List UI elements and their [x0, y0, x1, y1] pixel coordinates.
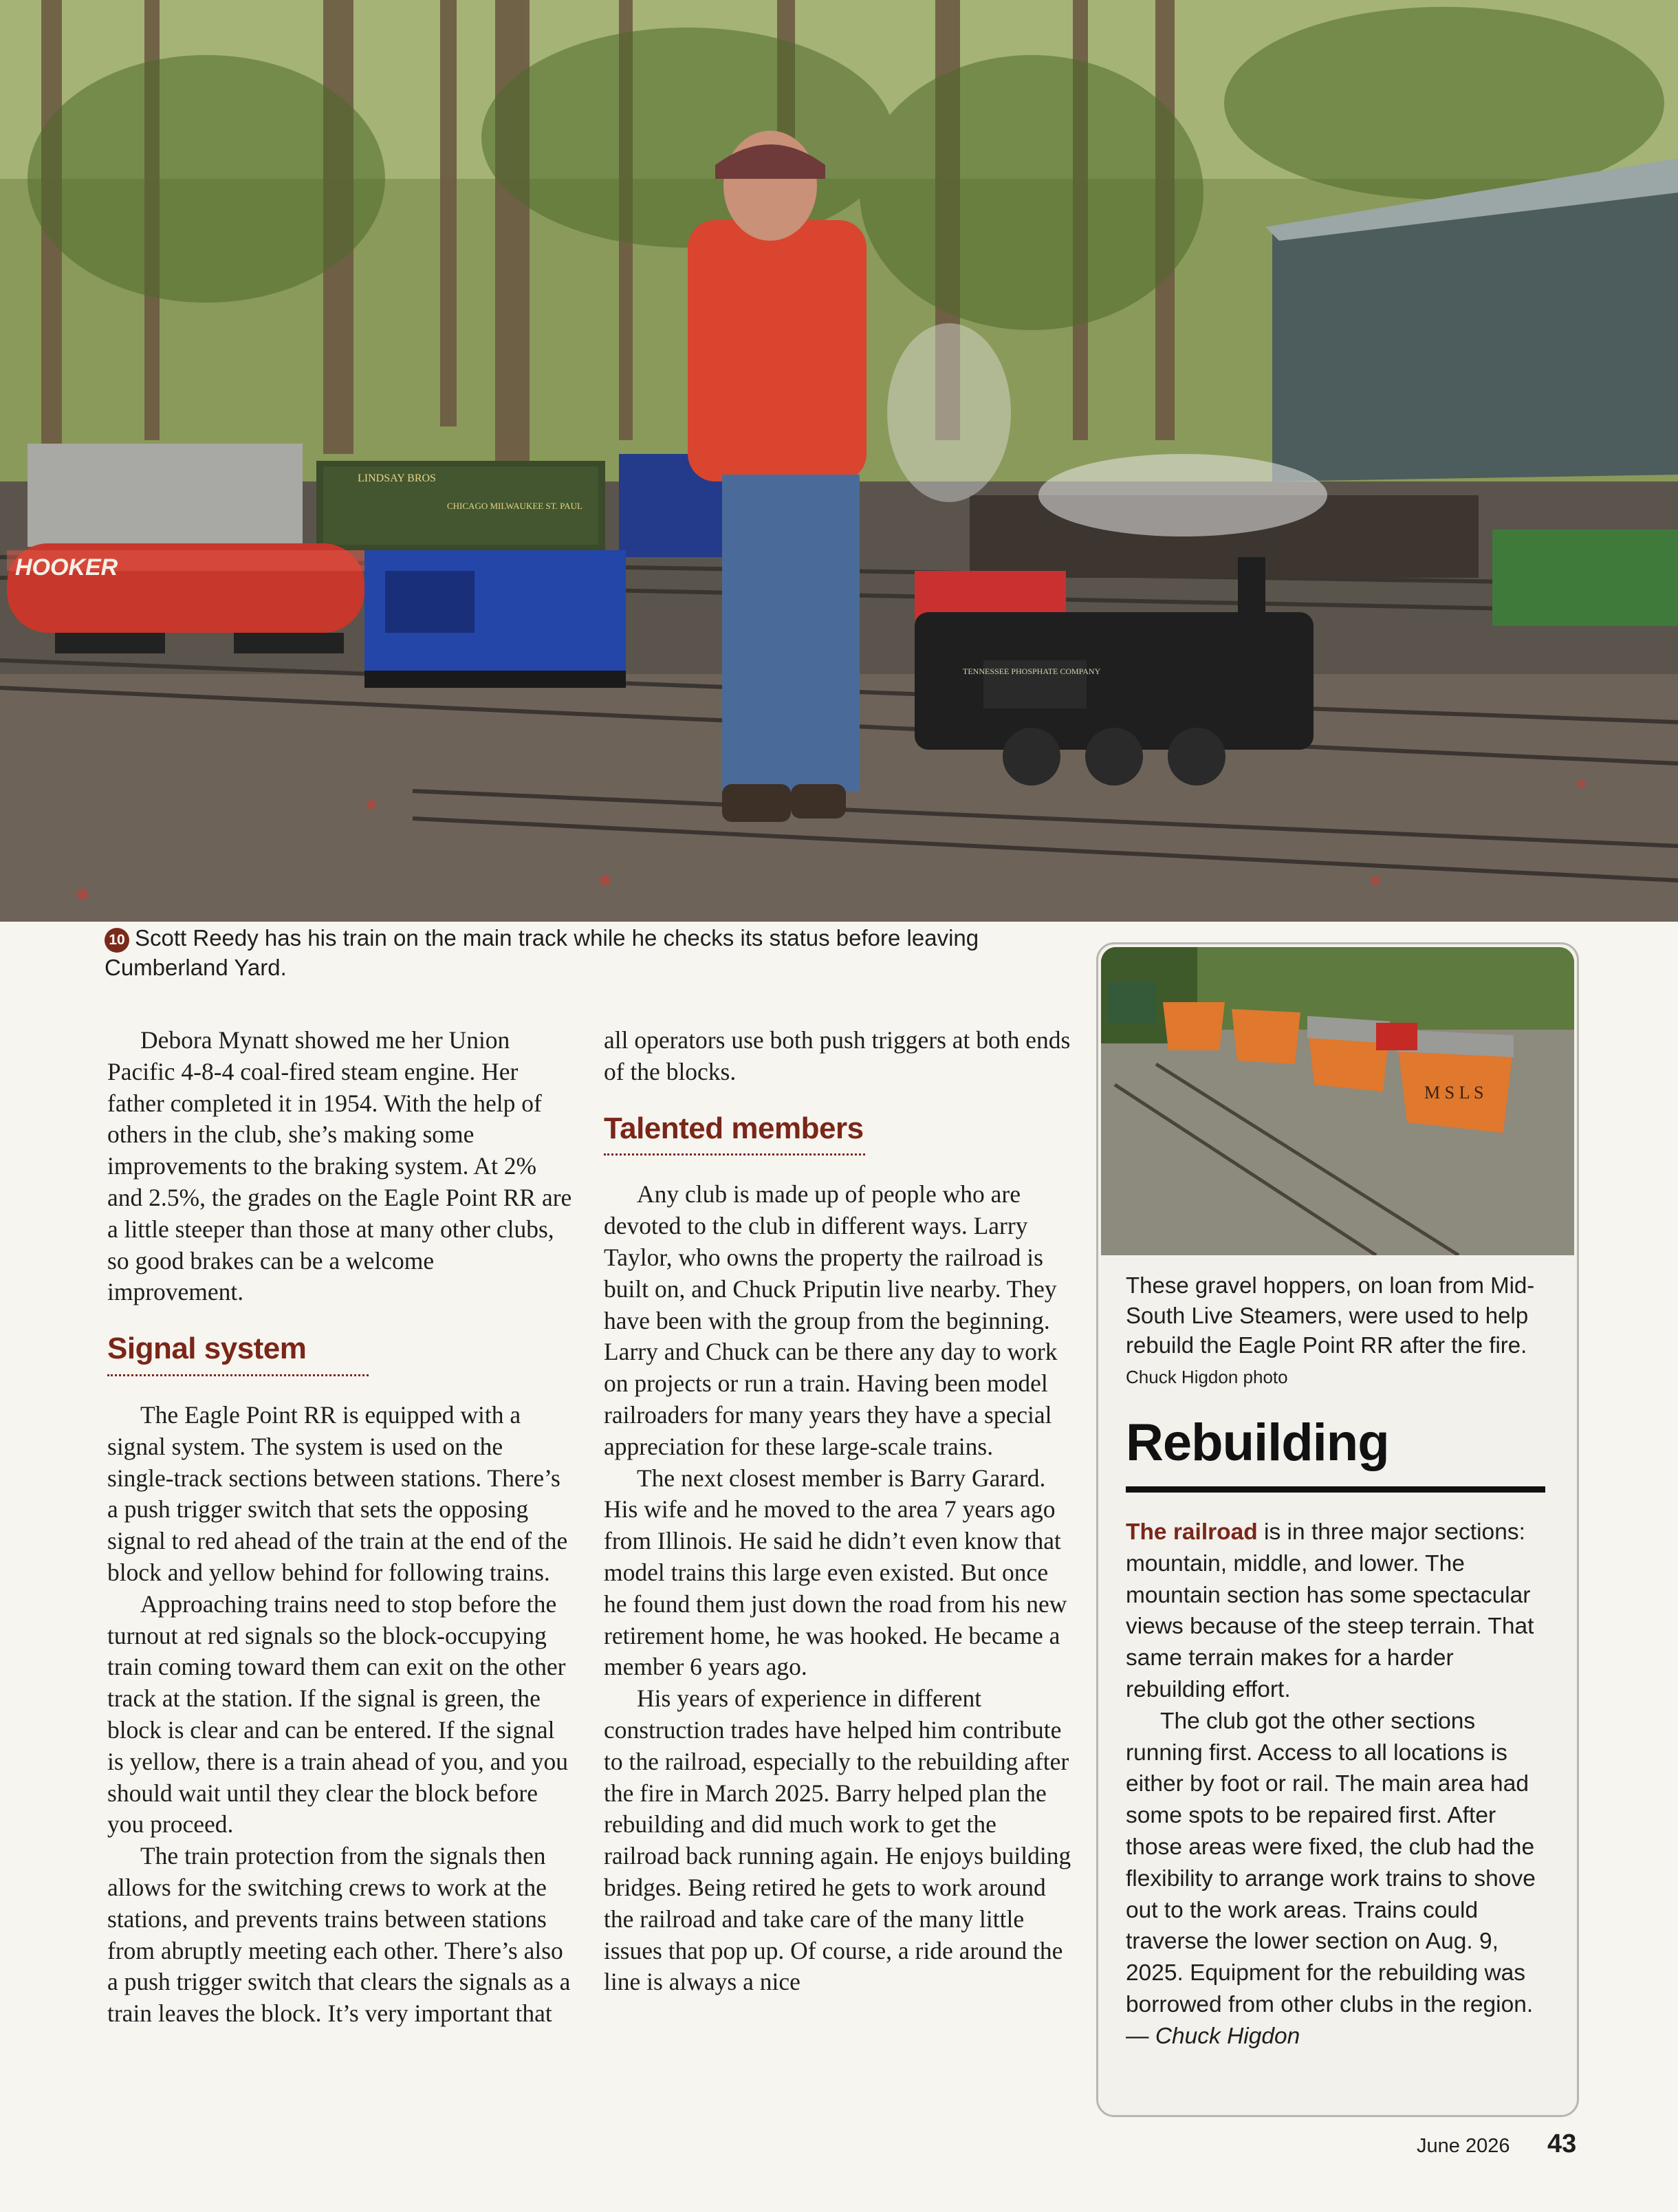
- hero-illustration: [0, 0, 1678, 922]
- sidebar-caption-text: These gravel hoppers, on loan from Mid-South Live Steamers, were used to help rebuild the Eagle Point RR after the fire.: [1126, 1272, 1535, 1358]
- sidebar-paragraph: [1126, 1706, 1552, 2052]
- column-2: [604, 1025, 1071, 1998]
- issue-date: June 2026: [1417, 2135, 1510, 2157]
- sidebar-body: [1126, 1517, 1552, 2052]
- sidebar-paragraph-text: is in three major sections: mountain, middle, and lower. The mountain section has some spectacular views because of the steep terrain. That same terrain makes for a harder rebuilding effort.: [1126, 1519, 1534, 1702]
- tank-car-lettering: HOOKER: [15, 554, 118, 581]
- paragraph: Any club is made up of people who are devoted to the club in different ways. Larry Taylor, who owns the property the railroad is built on, and Chuck Priputin live nearby. They have been with the group from the beginning. Larry and Chuck can be there any day to work on projects or run a train. Having been model railroaders for many years they have a special appreciation for these large-scale trains.: [604, 1180, 1058, 1460]
- subheading-signal-system: Signal system: [107, 1333, 369, 1376]
- paragraph: all operators use both push triggers at both ends of the blocks.: [604, 1026, 1071, 1085]
- sidebar-paragraph-text: The club got the other sections running first. Access to all locations is either by foot or rail. The main area had some spots to be repaired first. After those areas were fixed, the club had the flexibility to arrange work trains to shove out to the work areas. Trains could traverse the lower section on Aug. 9, 2025. Equipment for the rebuilding was borrowed from other clubs in the region. —: [1126, 1708, 1536, 2049]
- byline: Chuck Higdon: [1155, 2023, 1300, 2049]
- photo-credit: Chuck Higdon photo: [1126, 1366, 1288, 1387]
- sidebar-photo: [1101, 947, 1574, 1255]
- column-1: [107, 1025, 575, 2030]
- sidebar-paragraph: [1126, 1517, 1552, 1706]
- boxcar2-lettering: CHICAGO MILWAUKEE ST. PAUL: [447, 501, 582, 511]
- paragraph: The train protection from the signals then allows for the switching crews to work at the stations, and prevents trains between stations from abruptly meeting each other. There’s also a push trigger switch that clears the signals as a train leaves the block. It’s very important that: [107, 1842, 571, 2028]
- sidebar-title-rule: [1126, 1486, 1545, 1493]
- page-number: 43: [1547, 2129, 1577, 2158]
- paragraph: Debora Mynatt showed me her Union Pacific 4-8-4 coal-fired steam engine. Her father completed it in 1954. With the help of others in the club, she’s making some improvements to the braking system. At 2% and 2.5%, the grades on the Eagle Point RR are a little steeper than those at many other clubs, so good brakes can be a welcome improvement.: [107, 1026, 572, 1306]
- paragraph: His years of experience in different construction trades have helped him contribute to the railroad, especially to the rebuilding after the fire in March 2025. Barry helped plan the rebuilding and did much work to get the railroad back running again. He enjoys building bridges. Being retired he gets to work around the railroad and take care of the many little issues that pop up. Of course, a ride around the line is always a nice: [604, 1684, 1071, 1996]
- paragraph: The next closest member is Barry Garard. His wife and he moved to the area 7 years ago from Illinois. He said he didn’t even know that model trains this large even existed. But once he found them just down the road from his new retirement home, he was hooked. He became a member 6 years ago.: [604, 1464, 1067, 1681]
- subheading-talented-members: Talented members: [604, 1113, 865, 1156]
- boxcar-lettering: LINDSAY BROS: [358, 473, 436, 484]
- paragraph: Approaching trains need to stop before the turnout at red signals so the block-occupying train coming toward them can exit on the other track at the station. If the signal is green, the block is clear and can be entered. If the signal is yellow, there is a train ahead of you, and you should wait until they clear the block before you proceed.: [107, 1590, 569, 1839]
- lead-in: The railroad: [1126, 1519, 1258, 1545]
- hopper-lettering: M S L S: [1424, 1083, 1484, 1103]
- sidebar-title: Rebuilding: [1126, 1413, 1389, 1472]
- engine-lettering: TENNESSEE PHOSPHATE COMPANY: [963, 666, 1101, 676]
- sidebar-photo-caption: [1126, 1270, 1552, 1392]
- sidebar-box: [1096, 942, 1579, 2117]
- hero-photo: [0, 0, 1678, 922]
- photo-caption: [105, 923, 1033, 982]
- figure-number-badge: 10: [105, 928, 129, 953]
- caption-text: Scott Reedy has his train on the main track while he checks its status before leaving Cumberland Yard.: [105, 925, 979, 980]
- paragraph: The Eagle Point RR is equipped with a signal system. The system is used on the single-track sections between stations. There’s a push trigger switch that sets the opposing signal to red ahead of the train at the end of the block and yellow behind for following trains.: [107, 1400, 568, 1586]
